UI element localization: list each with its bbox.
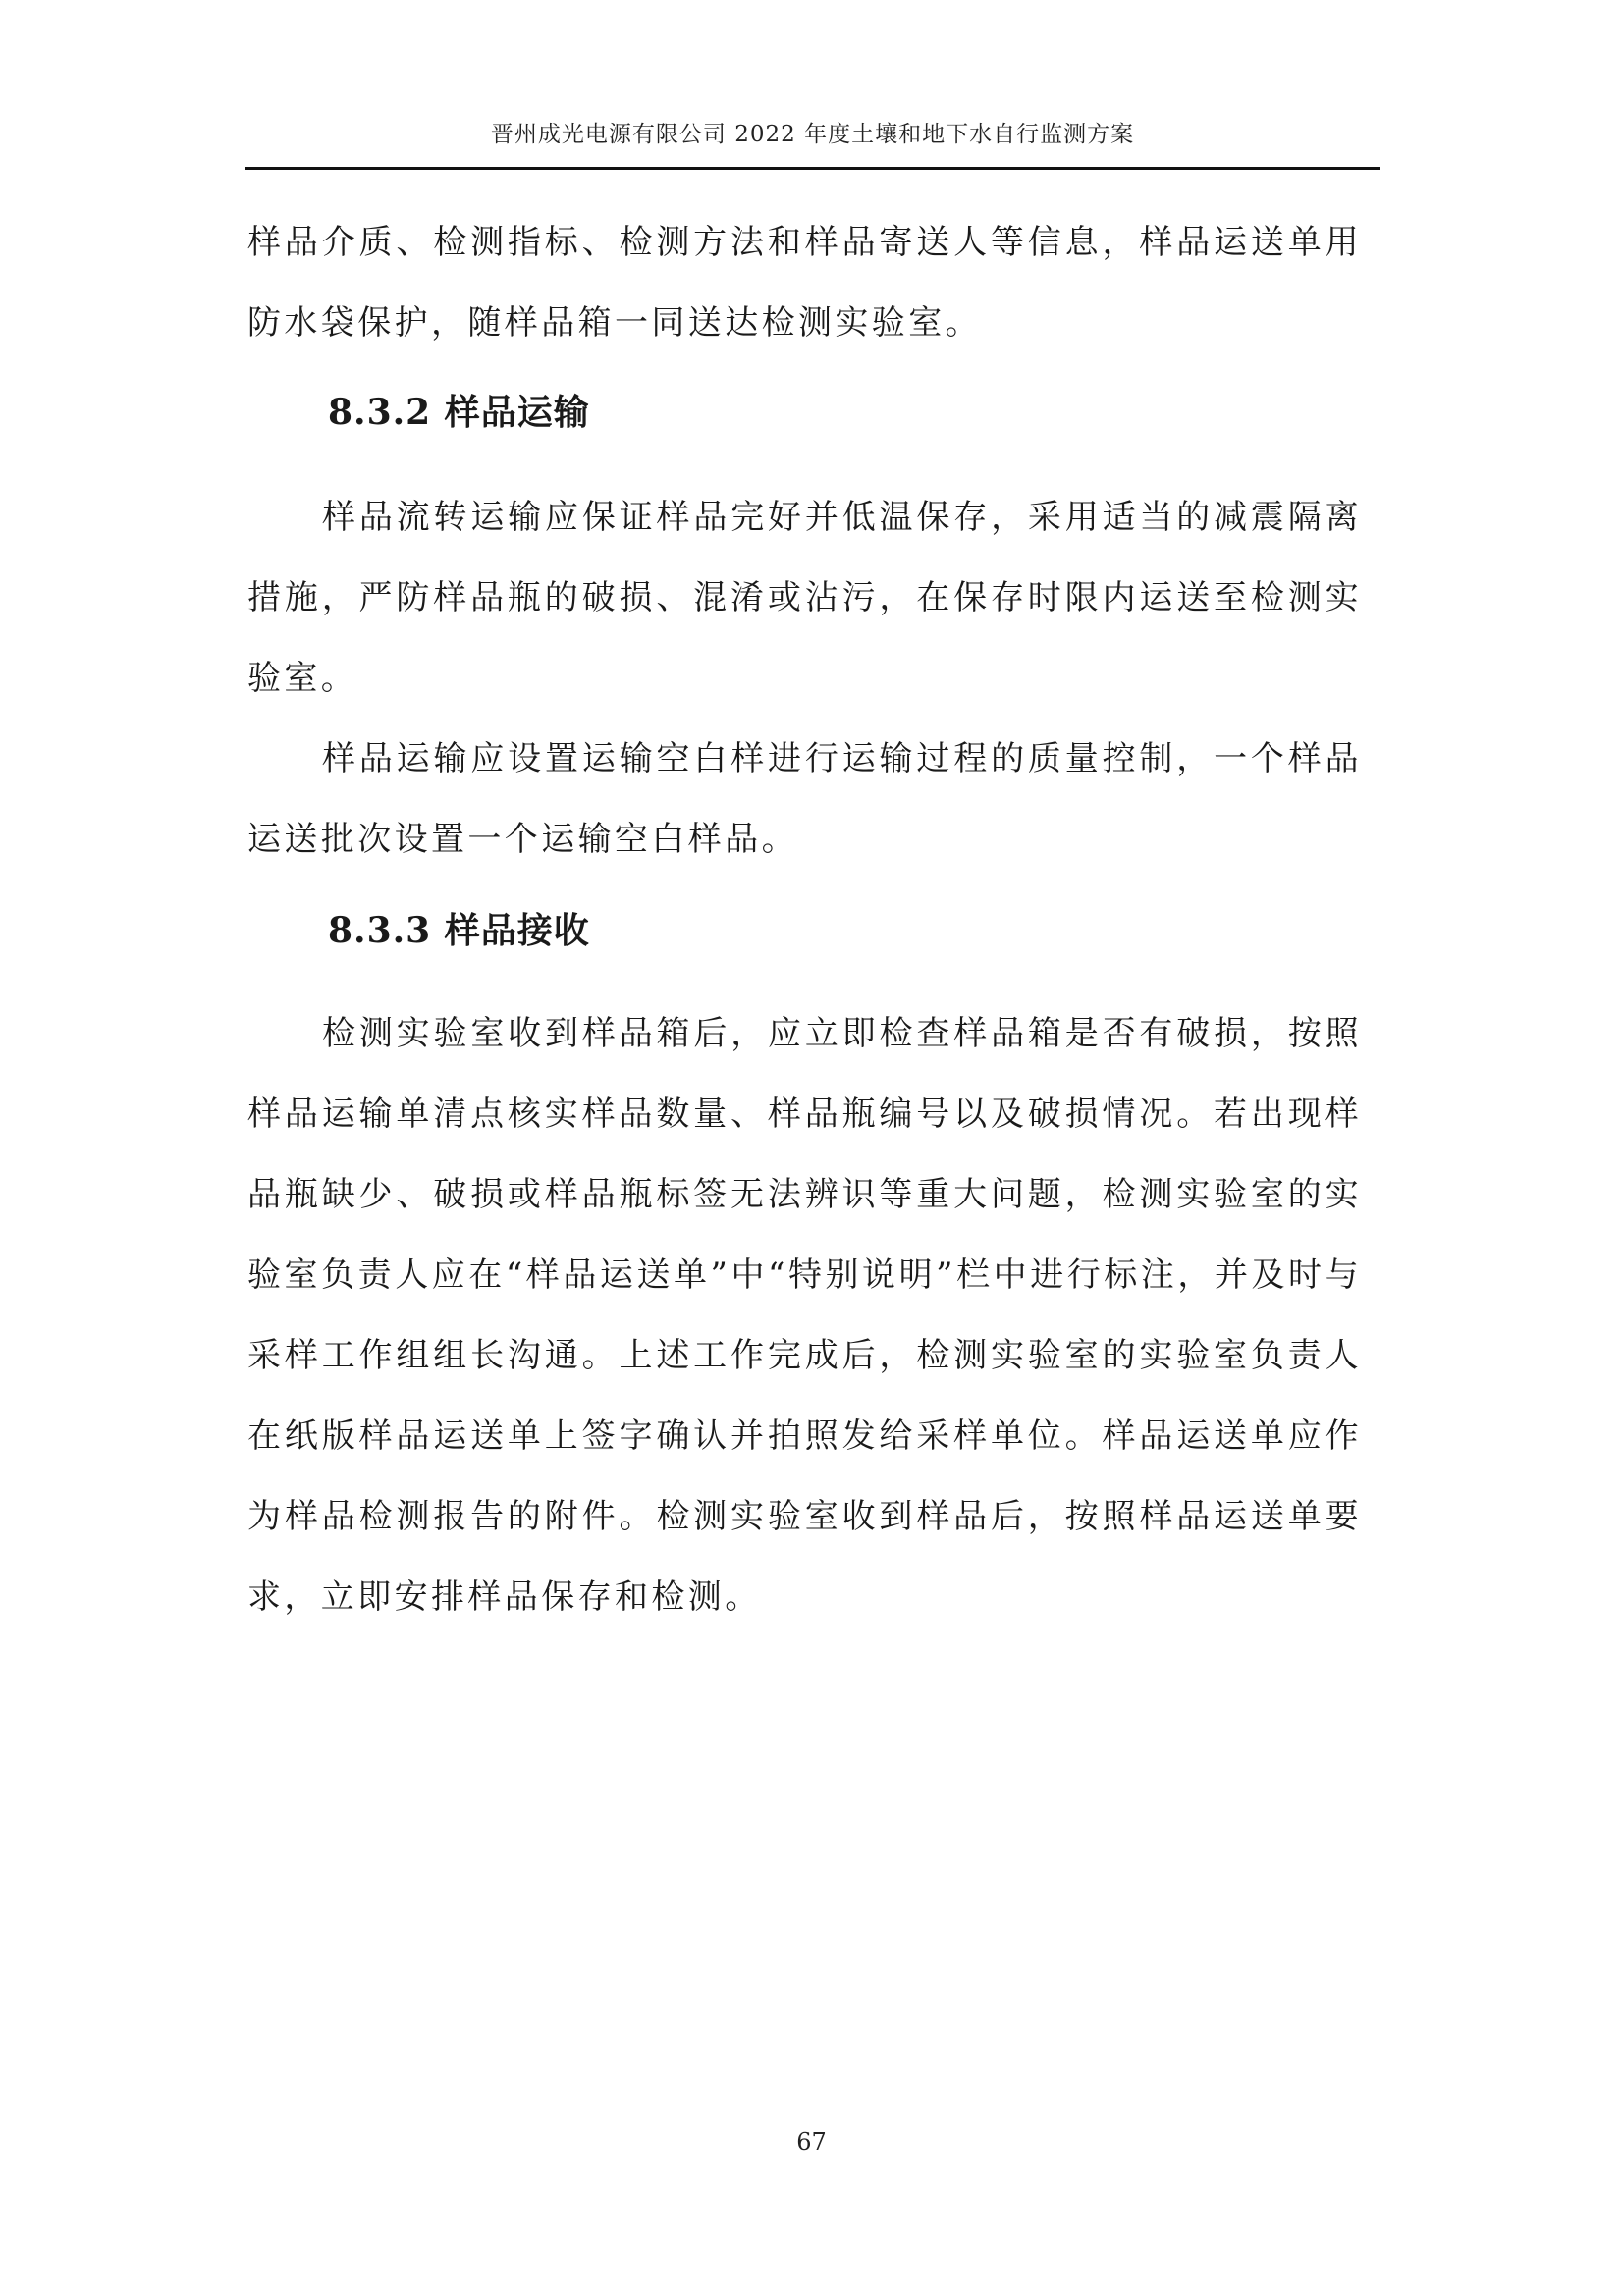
- page-number: 67: [796, 2128, 827, 2156]
- document-header: 晋州成光电源有限公司 2022 年度土壤和地下水自行监测方案: [490, 122, 1135, 147]
- section-heading-8-3-2: 8.3.2 样品运输: [328, 392, 590, 433]
- continuation-paragraph: 样品介质、检测指标、检测方法和样品寄送人等信息，样品运送单用防水袋保护，随样品箱一同送达检测实验室。: [247, 223, 1362, 343]
- section-heading-8-3-3: 8.3.3 样品接收: [328, 910, 590, 951]
- paragraph-receipt: 检测实验室收到样品箱后，应立即检查样品箱是否有破损，按照样品运输单清点核实样品数量、样品瓶编号以及破损情况。若出现样品瓶缺少、破损或样品瓶标签无法辨识等重大问题，检测实验室的实验室负责人应在“样品运送单”中“特别说明”栏中进行标注，并及时与采样工作组组长沟通。上述工作完成后，检测实验室的实验室负责人在纸版样品运送单上签字确认并拍照发给采样单位。样品运送单应作为样品检测报告的附件。检测实验室收到样品后，按照样品运送单要求，立即安排样品保存和检测。: [247, 1014, 1362, 1617]
- paragraph-transport-2: 样品运输应设置运输空白样进行运输过程的质量控制，一个样品运送批次设置一个运输空白样品。: [247, 739, 1362, 859]
- header-divider: [245, 167, 1380, 170]
- paragraph-transport-1: 样品流转运输应保证样品完好并低温保存，采用适当的减震隔离措施，严防样品瓶的破损、混淆或沾污，在保存时限内运送至检测实验室。: [247, 498, 1362, 698]
